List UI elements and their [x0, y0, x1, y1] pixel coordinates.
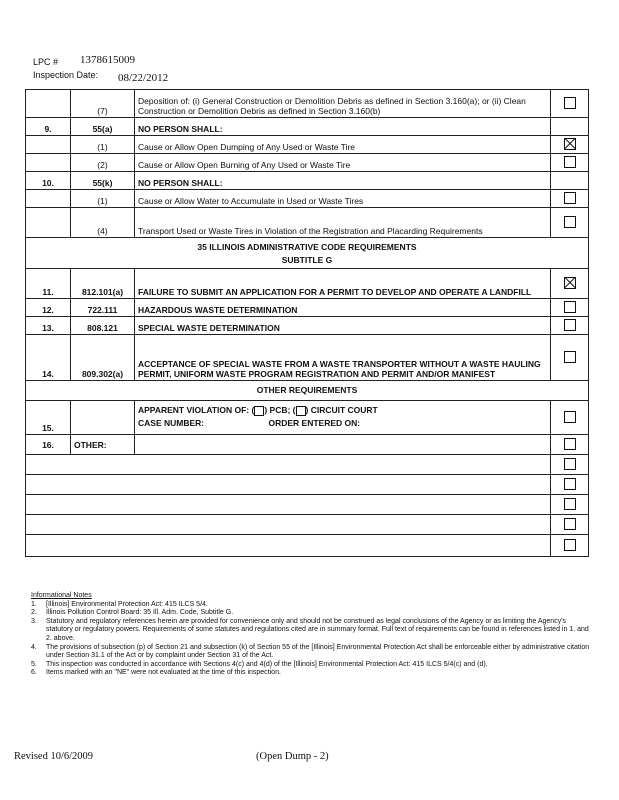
requirement-text: SPECIAL WASTE DETERMINATION: [135, 317, 551, 335]
circuit-court-checkbox[interactable]: [296, 406, 306, 416]
requirement-row: [26, 172, 589, 190]
apparent-violation-label: APPARENT VIOLATION OF: (: [138, 405, 255, 415]
inspection-date-label: Inspection Date:: [33, 70, 99, 80]
revised-date: Revised 10/6/2009: [14, 751, 94, 762]
row-15: [26, 401, 589, 435]
row-number: 10.: [26, 172, 71, 190]
other-checkbox-5[interactable]: [564, 518, 576, 530]
checkbox[interactable]: [564, 351, 576, 363]
lpc-label: LPC #: [33, 57, 59, 67]
row-number: [26, 208, 71, 238]
note-number: 2.: [31, 609, 37, 617]
row-number: 16.: [26, 435, 71, 455]
note-item: [31, 669, 591, 678]
checkbox[interactable]: [564, 97, 576, 109]
note-number: 1.: [31, 600, 37, 608]
section-iac-title: 35 ILLINOIS ADMINISTRATIVE CODE REQUIREMENTS: [197, 242, 417, 252]
section-reference: (7): [71, 90, 135, 118]
requirement-row: [26, 154, 589, 172]
requirement-text: Cause or Allow Open Dumping of Any Used or Waste Tire: [135, 136, 551, 154]
checkbox[interactable]: [564, 156, 576, 168]
requirement-text: Deposition of: (i) General Construction or Demolition Debris as defined in Section 3.160(a); or (ii) Clean Construction or Demolition Debris as defined in Section 3.160(b): [135, 90, 551, 118]
other-row: [26, 475, 589, 495]
informational-notes: [31, 592, 591, 678]
page-footer: (Open Dump - 2): [256, 751, 329, 762]
checked-checkbox[interactable]: [564, 277, 576, 289]
note-item: [31, 609, 591, 618]
row-number: 11.: [26, 269, 71, 299]
requirement-row: [26, 335, 589, 381]
section-reference: 809.302(a): [71, 335, 135, 381]
note-number: 6.: [31, 669, 37, 677]
row-number: [26, 136, 71, 154]
section-iac-header: [26, 238, 589, 269]
row-number: 15.: [26, 401, 71, 435]
requirement-row: [26, 317, 589, 335]
note-text: [Illinois] Environmental Protection Act: 415 ILCS 5/4.: [46, 600, 208, 608]
circuit-court-label: ) CIRCUIT COURT: [305, 405, 378, 415]
row-number: 9.: [26, 118, 71, 136]
note-number: 4.: [31, 643, 37, 651]
section-reference: 722.111: [71, 299, 135, 317]
row15-checkbox[interactable]: [564, 411, 576, 423]
requirement-text: NO PERSON SHALL:: [135, 118, 551, 136]
note-item: [31, 601, 591, 610]
requirement-row: [26, 190, 589, 208]
row-number: [26, 190, 71, 208]
requirement-text: ACCEPTANCE OF SPECIAL WASTE FROM A WASTE TRANSPORTER WITHOUT A WASTE HAULING PERMIT, UNIFORM WASTE PROGRAM REGISTRATION AND PERMIT AND/OR MANIFEST: [135, 335, 551, 381]
pcb-label: ) PCB; (: [264, 405, 296, 415]
section-reference: 808.121: [71, 317, 135, 335]
row-number: [26, 154, 71, 172]
section-reference: (1): [71, 136, 135, 154]
requirement-text: NO PERSON SHALL:: [135, 172, 551, 190]
section-reference: 55(k): [71, 172, 135, 190]
other-label: OTHER:: [71, 435, 135, 455]
requirement-row: [26, 208, 589, 238]
requirement-text: Cause or Allow Open Burning of Any Used or Waste Tire: [135, 154, 551, 172]
requirement-text: FAILURE TO SUBMIT AN APPLICATION FOR A PERMIT TO DEVELOP AND OPERATE A LANDFILL: [135, 269, 551, 299]
section-other-title: OTHER REQUIREMENTS: [256, 385, 358, 395]
lpc-number: 1378615009: [80, 54, 135, 66]
section-reference: (2): [71, 154, 135, 172]
other-checkbox-6[interactable]: [564, 539, 576, 551]
requirements-table: [25, 89, 589, 557]
note-text: Statutory and regulatory references herein are provided for convenience only and should not be construed as legal conclusions of the Agency or as limiting the Agency's statutory or regulatory powers. Requirements of some statutes and regulations cited are in summary format. Full text of requirements can be found in references listed in 1. and 2. above.: [46, 617, 589, 642]
case-number-label: CASE NUMBER:: [138, 417, 205, 428]
row-number: 14.: [26, 335, 71, 381]
note-number: 5.: [31, 660, 37, 668]
row-number: 13.: [26, 317, 71, 335]
note-text: This inspection was conducted in accordance with Sections 4(c) and 4(d) of the [Illinois] Environmental Protection Act: 415 ILCS 5/4(c) and (d).: [46, 660, 488, 668]
inspection-date-value: 08/22/2012: [118, 72, 169, 84]
checked-checkbox[interactable]: [564, 138, 576, 150]
note-item: [31, 661, 591, 670]
other-row: [26, 535, 589, 557]
checkbox[interactable]: [564, 192, 576, 204]
other-checkbox-3[interactable]: [564, 478, 576, 490]
other-checkbox-2[interactable]: [564, 458, 576, 470]
note-text: Items marked with an "NE" were not evaluated at the time of this inspection.: [46, 669, 281, 677]
note-number: 3.: [31, 617, 37, 625]
requirement-row: [26, 136, 589, 154]
requirement-row: [26, 299, 589, 317]
notes-title: Informational Notes: [31, 592, 92, 599]
checkbox[interactable]: [564, 301, 576, 313]
pcb-checkbox[interactable]: [254, 406, 264, 416]
section-other-header: [26, 381, 589, 401]
checkbox[interactable]: [564, 319, 576, 331]
section-reference: (1): [71, 190, 135, 208]
other-row: [26, 515, 589, 535]
other-checkbox-1[interactable]: [564, 438, 576, 450]
order-entered-label: ORDER ENTERED ON:: [268, 417, 361, 428]
note-item: [31, 618, 591, 644]
section-reference: 812.101(a): [71, 269, 135, 299]
requirement-text: Transport Used or Waste Tires in Violation of the Registration and Placarding Requirements: [135, 208, 551, 238]
note-text: Illinois Pollution Control Board: 35 Ill. Adm. Code, Subtitle G.: [46, 609, 234, 617]
row-number: [26, 90, 71, 118]
requirement-row: [26, 90, 589, 118]
section-reference: 55(a): [71, 118, 135, 136]
requirement-row: [26, 269, 589, 299]
row-16: [26, 435, 589, 455]
requirement-row: [26, 118, 589, 136]
requirement-text: Cause or Allow Water to Accumulate in Used or Waste Tires: [135, 190, 551, 208]
other-row: [26, 455, 589, 475]
section-iac-subtitle: SUBTITLE G: [281, 255, 333, 265]
section-reference: (4): [71, 208, 135, 238]
other-row: [26, 495, 589, 515]
note-text: The provisions of subsection (p) of Section 21 and subsection (k) of Section 55 of the [Illinois] Environmental Protection Act shall be enforceable either by administrative citation under Section 31.1 of the Act or by complaint under Section 31 of the Act.: [46, 643, 590, 660]
checkbox[interactable]: [564, 216, 576, 228]
note-item: [31, 644, 591, 661]
requirement-text: HAZARDOUS WASTE DETERMINATION: [135, 299, 551, 317]
row-number: 12.: [26, 299, 71, 317]
other-checkbox-4[interactable]: [564, 498, 576, 510]
